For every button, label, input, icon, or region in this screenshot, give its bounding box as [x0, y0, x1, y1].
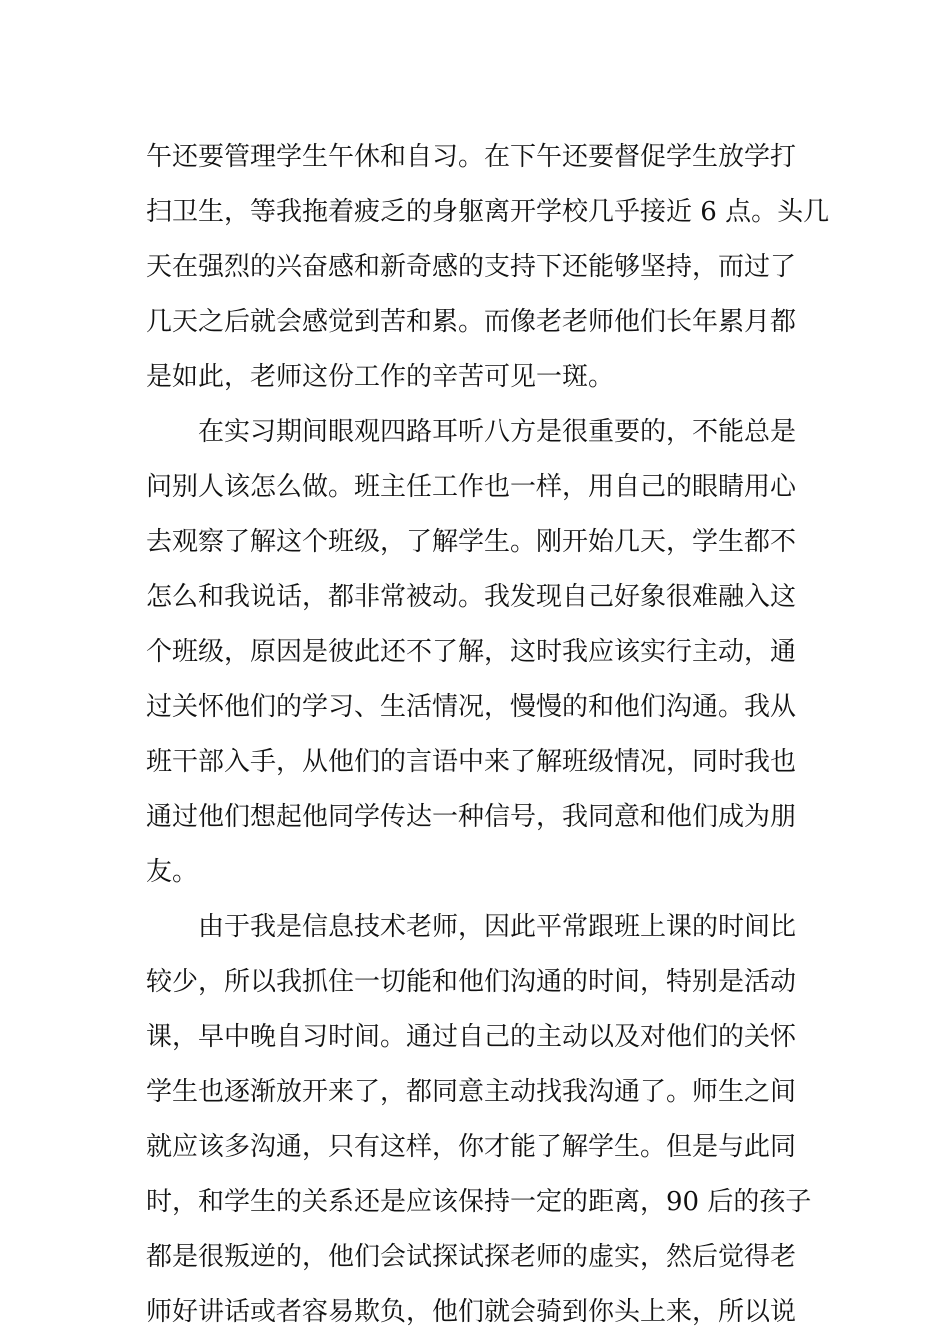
text-line: 扫卫生，等我拖着疲乏的身躯离开学校几乎接近 6 点。头几 [146, 197, 830, 227]
text-line: 班干部入手，从他们的言语中来了解班级情况，同时我也 [146, 747, 797, 777]
text-line: 就应该多沟通，只有这样，你才能了解学生。但是与此同 [146, 1132, 797, 1162]
text-line: 在实习期间眼观四路耳听八方是很重要的，不能总是 [198, 417, 797, 447]
text-line: 怎么和我说话，都非常被动。我发现自己好象很难融入这 [146, 582, 797, 612]
text-line: 是如此，老师这份工作的辛苦可见一斑。 [146, 362, 615, 392]
paragraph-3 [146, 900, 812, 1340]
text-line: 都是很叛逆的，他们会试探试探老师的虚实，然后觉得老 [146, 1242, 797, 1272]
text-line: 问别人该怎么做。班主任工作也一样，用自己的眼睛用心 [146, 472, 797, 502]
text-line: 学生也逐渐放开来了，都同意主动找我沟通了。师生之间 [146, 1077, 797, 1107]
text-line: 去观察了解这个班级，了解学生。刚开始几天，学生都不 [146, 527, 797, 557]
text-line: 师好讲话或者容易欺负，他们就会骑到你头上来，所以说 [146, 1297, 797, 1327]
text-line: 天在强烈的兴奋感和新奇感的支持下还能够坚持，而过了 [146, 252, 797, 282]
text-line: 友。 [146, 857, 199, 887]
text-line: 个班级，原因是彼此还不了解，这时我应该实行主动，通 [146, 637, 797, 667]
text-line: 通过他们想起他同学传达一种信号，我同意和他们成为朋 [146, 802, 797, 832]
text-line: 较少，所以我抓住一切能和他们沟通的时间，特别是活动 [146, 967, 797, 997]
text-line: 时，和学生的关系还是应该保持一定的距离，90 后的孩子 [146, 1187, 812, 1217]
text-line: 几天之后就会感觉到苦和累。而像老老师他们长年累月都 [146, 307, 797, 337]
text-line: 午还要管理学生午休和自习。在下午还要督促学生放学打 [146, 142, 797, 172]
text-line: 过关怀他们的学习、生活情况，慢慢的和他们沟通。我从 [146, 692, 797, 722]
text-line: 课，早中晚自习时间。通过自己的主动以及对他们的关怀 [146, 1022, 797, 1052]
paragraph-2 [146, 405, 808, 900]
paragraph-1 [146, 130, 830, 405]
body-text [146, 130, 830, 1340]
text-line: 由于我是信息技术老师，因此平常跟班上课的时间比 [198, 912, 797, 942]
